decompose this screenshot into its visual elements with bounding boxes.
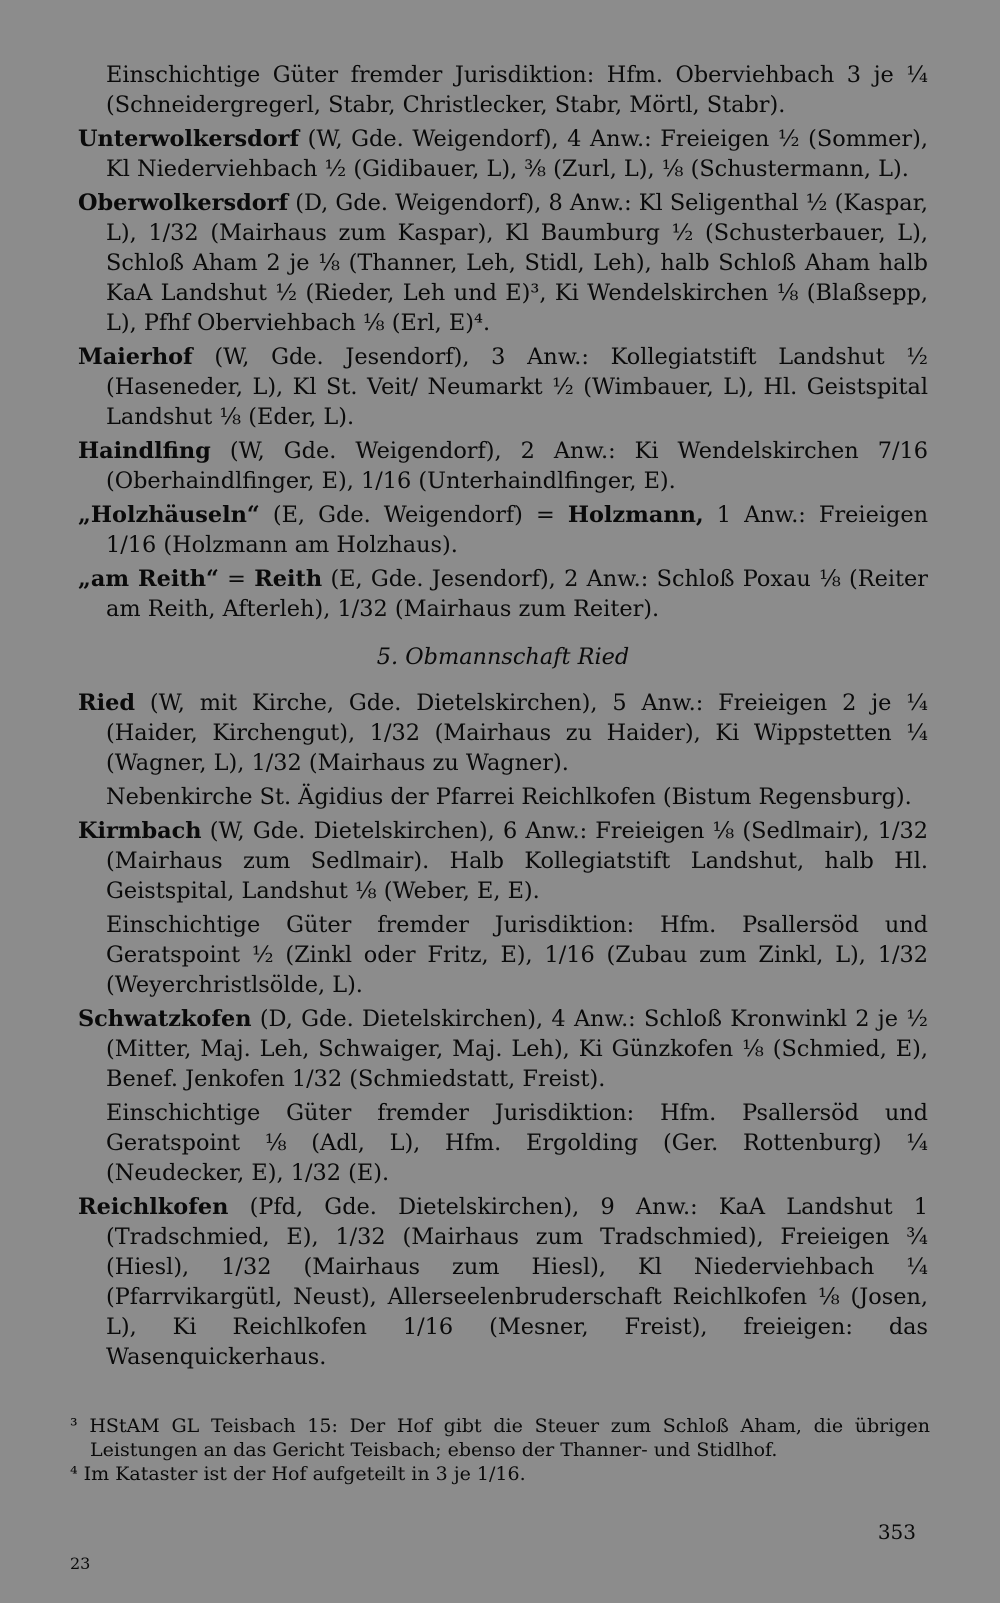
place-entry (78, 500, 928, 560)
footnote: ³ HStAM GL Teisbach 15: Der Hof gibt die Steuer zum Schloß Aham, die übrigen Leistungen an das Gericht Teisbach; ebenso der Thanner- und Stidlhof. (70, 1415, 930, 1461)
place-entry (78, 342, 928, 432)
place-entry (78, 188, 928, 338)
place-entry (78, 436, 928, 496)
entry-text: (Pfd, Gde. Dietelskirchen), 9 Anw.: KaA Landshut 1 (Tradschmied, E), 1/32 (Mairhaus zum Tradschmied), Freieigen ¾ (Hiesl), 1/32 (Mairhaus zum Hiesl), Kl Niederviehbach ¼ (Pfarrvikargütl, Neust), Allerseelenbruderschaft Reichlkofen ⅛ (Josen, L), Ki Reichlkofen 1/16 (Mesner, Freist), freieigen: das Wasenquickerhaus. (106, 1194, 928, 1370)
place-name: Maierhof (78, 344, 193, 370)
entry-text: 1 Anw.: Freieigen 1/16 (Holzmann am Holzhaus). (106, 502, 928, 558)
paragraph: Einschichtige Güter fremder Jurisdiktion: Hfm. Oberviehbach 3 je ¼ (Schneidergregerl, Stabr, Christlecker, Stabr, Mörtl, Stabr). (106, 62, 928, 118)
entry-text: = (218, 566, 255, 592)
entry-text: (W, mit Kirche, Gde. Dietelskirchen), 5 Anw.: Freieigen 2 je ¼ (Haider, Kirchengut), 1/32 (Mairhaus zu Haider), Ki Wippstetten ¼ (Wagner, L), 1/32 (Mairhaus zu Wagner). (106, 690, 928, 776)
place-name: Haindlfing (78, 438, 211, 464)
place-name: Kirmbach (78, 818, 202, 844)
place-entry (78, 1192, 928, 1372)
place-name: Unterwolkersdorf (78, 126, 300, 152)
place-entry (78, 688, 928, 778)
place-entry (78, 1004, 928, 1094)
place-name: Reichlkofen (78, 1194, 229, 1220)
footnotes (70, 1414, 930, 1486)
paragraph: Einschichtige Güter fremder Jurisdiktion: Hfm. Psallersöd und Geratspoint ⅛ (Adl, L), Hfm. Ergolding (Ger. Rottenburg) ¼ (Neudecker, E), 1/32 (E). (106, 1100, 928, 1186)
section-heading: 5. Obmannschaft Ried (376, 644, 630, 670)
place-name: „Holzhäuseln“ (78, 502, 260, 528)
entry-text: (W, Gde. Dietelskirchen), 6 Anw.: Freieigen ⅛ (Sedlmair), 1/32 (Mairhaus zum Sedlmair). Halb Kollegiatstift Landshut, halb Hl. Geistspital, Landshut ⅛ (Weber, E, E). (106, 818, 928, 904)
entry-text: (D, Gde. Dietelskirchen), 4 Anw.: Schloß Kronwinkl 2 je ½ (Mitter, Maj. Leh, Schwaiger, Maj. Leh), Ki Günzkofen ⅛ (Schmied, E), Benef. Jenkofen 1/32 (Schmiedstatt, Freist). (106, 1006, 928, 1092)
entry-text: (W, Gde. Weigendorf), 4 Anw.: Freieigen ½ (Sommer), Kl Niederviehbach ½ (Gidibauer, L), ⅜ (Zurl, L), ⅛ (Schustermann, L). (106, 126, 928, 182)
place-name: „am Reith“ (78, 566, 219, 592)
footnote: ⁴ Im Kataster ist der Hof aufgeteilt in 3 je 1/16. (70, 1463, 526, 1485)
entry-text: (W, Gde. Weigendorf), 2 Anw.: Ki Wendelskirchen 7/16 (Oberhaindlfinger, E), 1/16 (Unterhaindlfinger, E). (106, 438, 928, 494)
place-entry (78, 124, 928, 184)
entry-text: (D, Gde. Weigendorf), 8 Anw.: Kl Seligenthal ½ (Kaspar, L), 1/32 (Mairhaus zum Kaspar), Kl Baumburg ½ (Schusterbauer, L), Schloß Aham 2 je ⅛ (Thanner, Leh, Stidl, Leh), halb Schloß Aham halb KaA Landshut ½ (Rieder, Leh und E)³, Ki Wendelskirchen ⅛ (Blaßsepp, L), Pfhf Oberviehbach ⅛ (Erl, E)⁴. (106, 190, 928, 336)
entry-text: (E, Gde. Weigendorf) = (259, 502, 568, 528)
paragraph: Einschichtige Güter fremder Jurisdiktion: Hfm. Psallersöd und Geratspoint ½ (Zinkl oder Fritz, E), 1/16 (Zubau zum Zinkl, L), 1/32 (Weyerchristlsölde, L). (106, 912, 928, 998)
main-text (78, 60, 928, 1376)
place-entry (78, 564, 928, 624)
place-entry (78, 816, 928, 906)
place-name: Oberwolkersdorf (78, 190, 289, 216)
place-name-alt: Holzmann, (567, 502, 704, 528)
page-number: 353 (877, 1520, 916, 1544)
paragraph: Nebenkirche St. Ägidius der Pfarrei Reichlkofen (Bistum Regensburg). (106, 784, 912, 810)
place-name: Ried (78, 690, 136, 716)
place-name: Schwatzkofen (78, 1006, 252, 1032)
entry-text: (W, Gde. Jesendorf), 3 Anw.: Kollegiatstift Landshut ½ (Haseneder, L), Kl St. Veit/ Neumarkt ½ (Wimbauer, L), Hl. Geistspital Landshut ⅛ (Eder, L). (106, 344, 928, 430)
entry-text: (E, Gde. Jesendorf), 2 Anw.: Schloß Poxau ⅛ (Reiter am Reith, Afterleh), 1/32 (Mairhaus zum Reiter). (106, 566, 929, 622)
place-name-alt: Reith (254, 566, 323, 592)
signature-mark: 23 (70, 1554, 91, 1573)
